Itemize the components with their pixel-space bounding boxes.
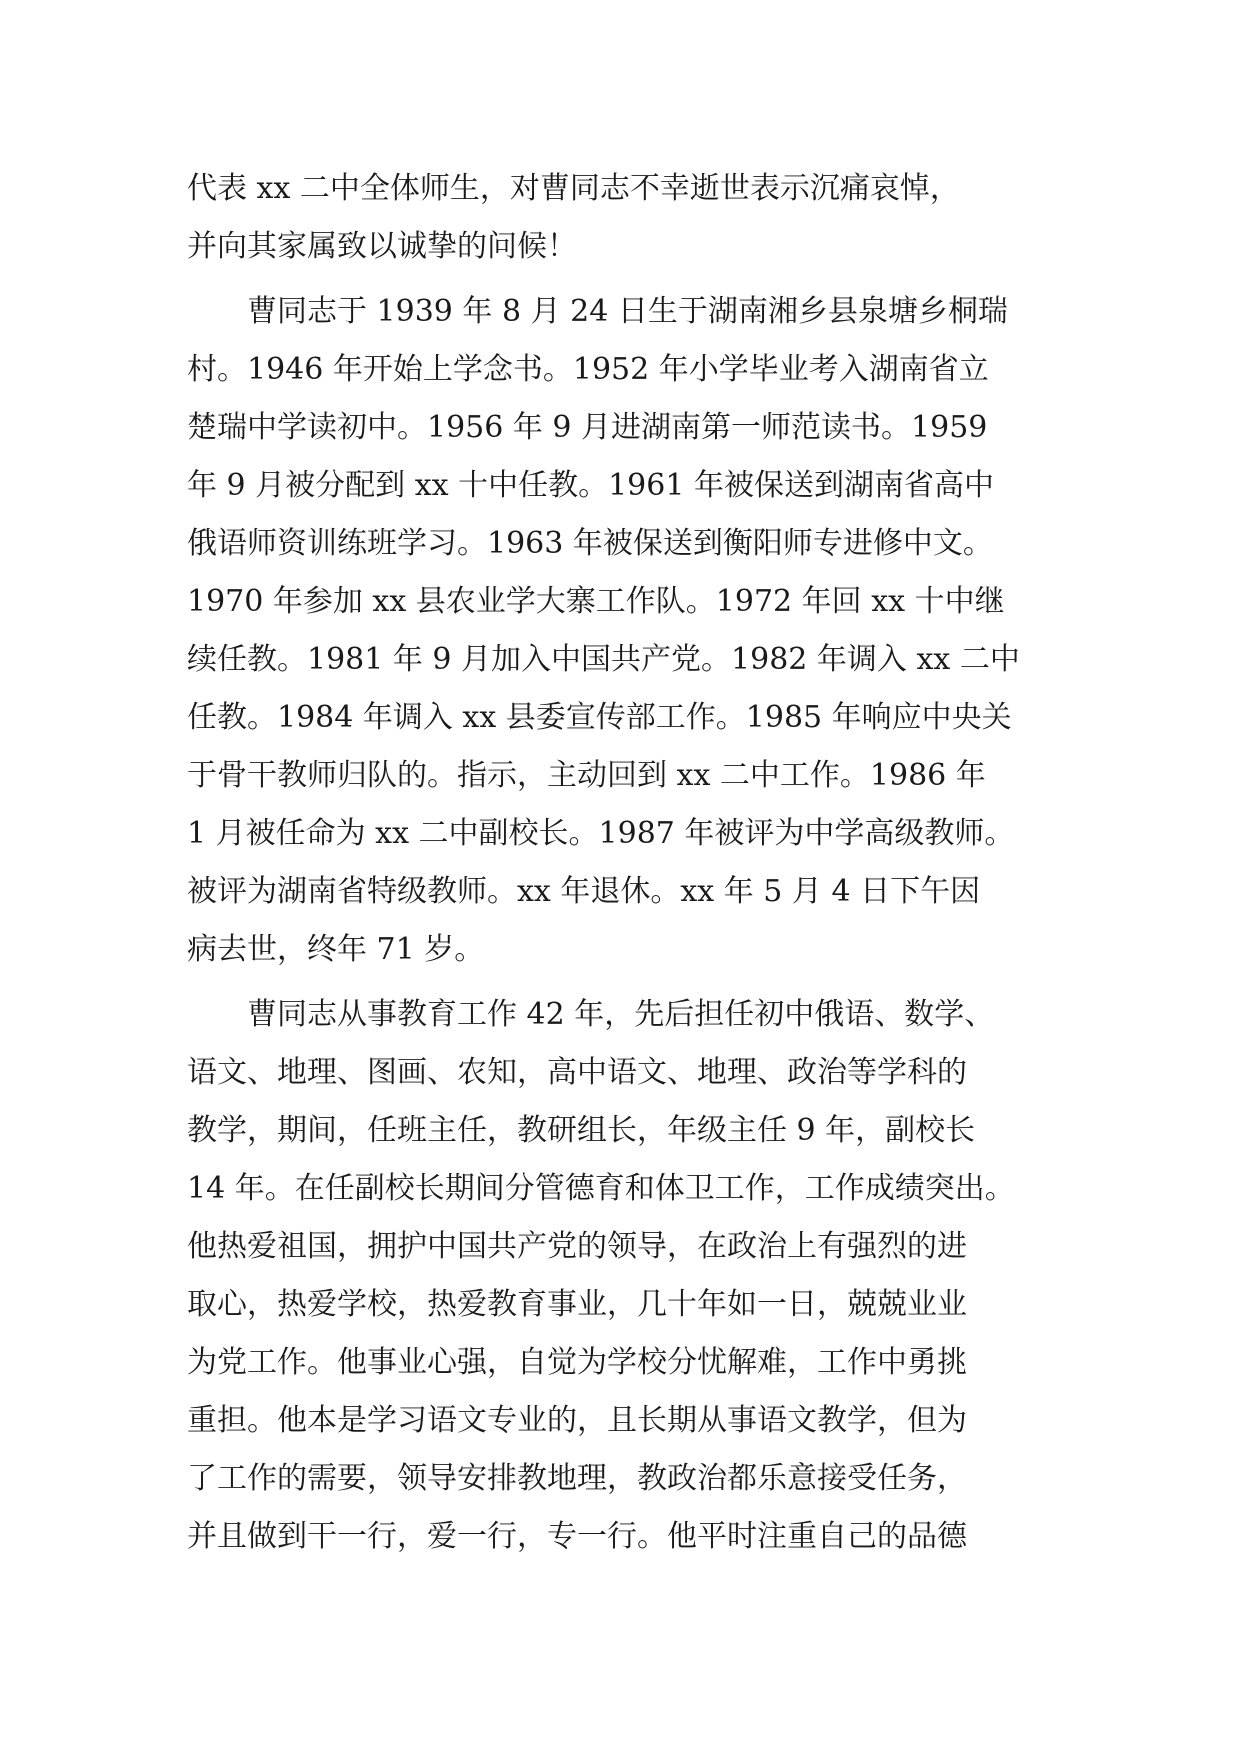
text-line: 14 年。在任副校长期间分管德育和体卫工作，工作成绩突出。 — [187, 1171, 1015, 1206]
document-body — [187, 160, 1067, 1566]
text-line: 曹同志从事教育工作 42 年，先后担任初中俄语、数学、 — [187, 997, 995, 1032]
text-line: 被评为湖南省特级教师。xx 年退休。xx 年 5 月 4 日下午因 — [187, 874, 981, 909]
text-line: 续任教。1981 年 9 月加入中国共产党。1982 年调入 xx 二中 — [187, 642, 1020, 677]
text-line: 年 9 月被分配到 xx 十中任教。1961 年被保送到湖南省高中 — [187, 468, 994, 503]
text-line: 并且做到干一行，爱一行，专一行。他平时注重自己的品德 — [187, 1519, 967, 1554]
text-line: 他热爱祖国，拥护中国共产党的领导，在政治上有强烈的进 — [187, 1229, 967, 1264]
text-line: 楚瑞中学读初中。1956 年 9 月进湖南第一师范读书。1959 — [187, 410, 988, 445]
text-line: 并向其家属致以诚挚的问候！ — [187, 229, 577, 264]
text-line: 俄语师资训练班学习。1963 年被保送到衡阳师专进修中文。 — [187, 526, 993, 561]
text-line: 了工作的需要，领导安排教地理，教政治都乐意接受任务， — [187, 1461, 967, 1496]
text-line: 病去世，终年 71 岁。 — [187, 932, 485, 967]
paragraph — [187, 160, 1067, 276]
text-line: 村。1946 年开始上学念书。1952 年小学毕业考入湖南省立 — [187, 352, 989, 387]
text-line: 重担。他本是学习语文专业的，且长期从事语文教学，但为 — [187, 1403, 967, 1438]
paragraph — [187, 283, 1067, 979]
text-line: 曹同志于 1939 年 8 月 24 日生于湖南湘乡县泉塘乡桐瑞 — [187, 294, 1008, 329]
paragraph — [187, 986, 1067, 1566]
text-line: 1 月被任命为 xx 二中副校长。1987 年被评为中学高级教师。 — [187, 816, 1015, 851]
text-line: 代表 xx 二中全体师生，对曹同志不幸逝世表示沉痛哀悼， — [187, 171, 960, 206]
text-line: 教学，期间，任班主任，教研组长，年级主任 9 年，副校长 — [187, 1113, 976, 1148]
text-line: 语文、地理、图画、农知，高中语文、地理、政治等学科的 — [187, 1055, 967, 1090]
text-line: 任教。1984 年调入 xx 县委宣传部工作。1985 年响应中央关 — [187, 700, 1012, 735]
text-line: 于骨干教师归队的。指示，主动回到 xx 二中工作。1986 年 — [187, 758, 986, 793]
text-line: 取心，热爱学校，热爱教育事业，几十年如一日，兢兢业业 — [187, 1287, 967, 1322]
text-line: 1970 年参加 xx 县农业学大寨工作队。1972 年回 xx 十中继 — [187, 584, 1005, 619]
text-line: 为党工作。他事业心强，自觉为学校分忧解难，工作中勇挑 — [187, 1345, 967, 1380]
